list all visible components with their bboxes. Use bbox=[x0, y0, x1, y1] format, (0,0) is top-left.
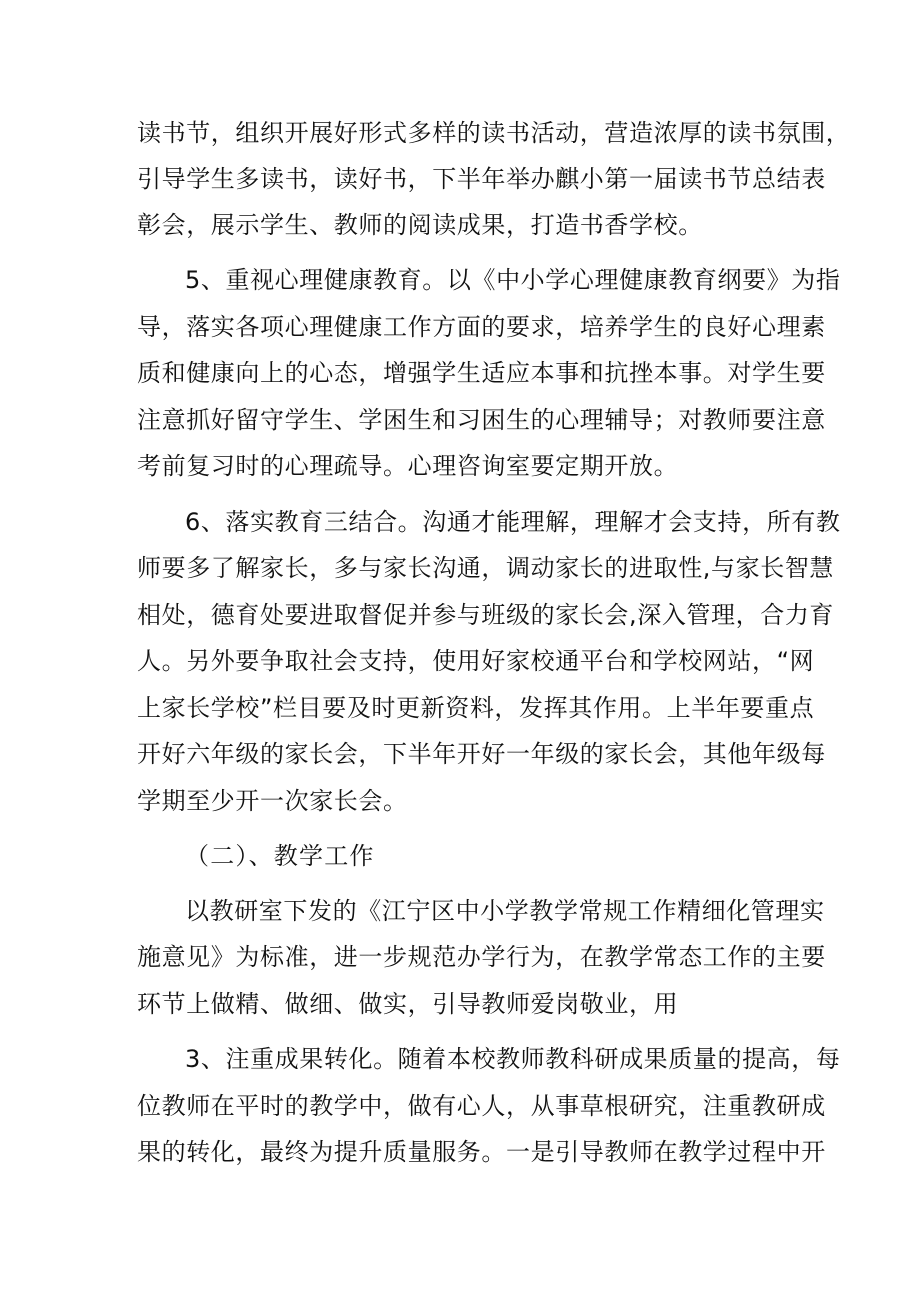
text-line: 施意见》为标准，进一步规范办学行为，在教学常态工作的主要 bbox=[137, 943, 826, 971]
text-line: 质和健康向上的心态，增强学生适应本事和抗挫本事。对学生要 bbox=[137, 359, 826, 387]
text-line: 彰会，展示学生、教师的阅读成果，打造书香学校。 bbox=[137, 211, 703, 239]
text-line: 注意抓好留守学生、学困生和习困生的心理辅导；对教师要注意 bbox=[137, 406, 826, 434]
paragraph-5-start: 5、重视心理健康教育。以《中小学心理健康教育纲要》为指 bbox=[185, 266, 841, 294]
text-line: 导，落实各项心理健康工作方面的要求，培养学生的良好心理素 bbox=[137, 313, 826, 341]
section-heading: （二）、教学工作 bbox=[185, 842, 375, 870]
text-line: 引导学生多读书，读好书，下半年举办麒小第一届读书节总结表 bbox=[137, 165, 826, 193]
text-line: 开好六年级的家长会，下半年开好一年级的家长会，其他年级每 bbox=[137, 740, 826, 768]
text-line: 上家长学校”栏目要及时更新资料，发挥其作用。上半年要重点 bbox=[137, 694, 815, 722]
text-line: 位教师在平时的教学中，做有心人，从事草根研究，注重教研成 bbox=[137, 1092, 826, 1120]
paragraph-3-start: 3、注重成果转化。随着本校教师教科研成果质量的提高，每 bbox=[185, 1045, 841, 1073]
text-line: 人。另外要争取社会支持，使用好家校通平台和学校网站，“网 bbox=[137, 647, 815, 675]
text-line: 相处，德育处要进取督促并参与班级的家长会,深入管理，合力育 bbox=[137, 601, 835, 629]
text-line: 果的转化，最终为提升质量服务。一是引导教师在教学过程中开 bbox=[137, 1138, 826, 1166]
text-line: 考前复习时的心理疏导。心理咨询室要定期开放。 bbox=[137, 452, 679, 480]
text-line: 学期至少开一次家长会。 bbox=[137, 787, 408, 815]
text-line: 读书节，组织开展好形式多样的读书活动，营造浓厚的读书氛围， bbox=[137, 119, 851, 147]
text-line: 师要多了解家长，多与家长沟通，调动家长的进取性,与家长智慧 bbox=[137, 554, 835, 582]
paragraph-6-start: 6、落实教育三结合。沟通才能理解，理解才会支持，所有教 bbox=[185, 508, 841, 536]
text-line: 环节上做精、做细、做实，引导教师爱岗敬业，用 bbox=[137, 990, 679, 1018]
section-intro-start: 以教研室下发的《江宁区中小学教学常规工作精细化管理实 bbox=[185, 897, 825, 925]
